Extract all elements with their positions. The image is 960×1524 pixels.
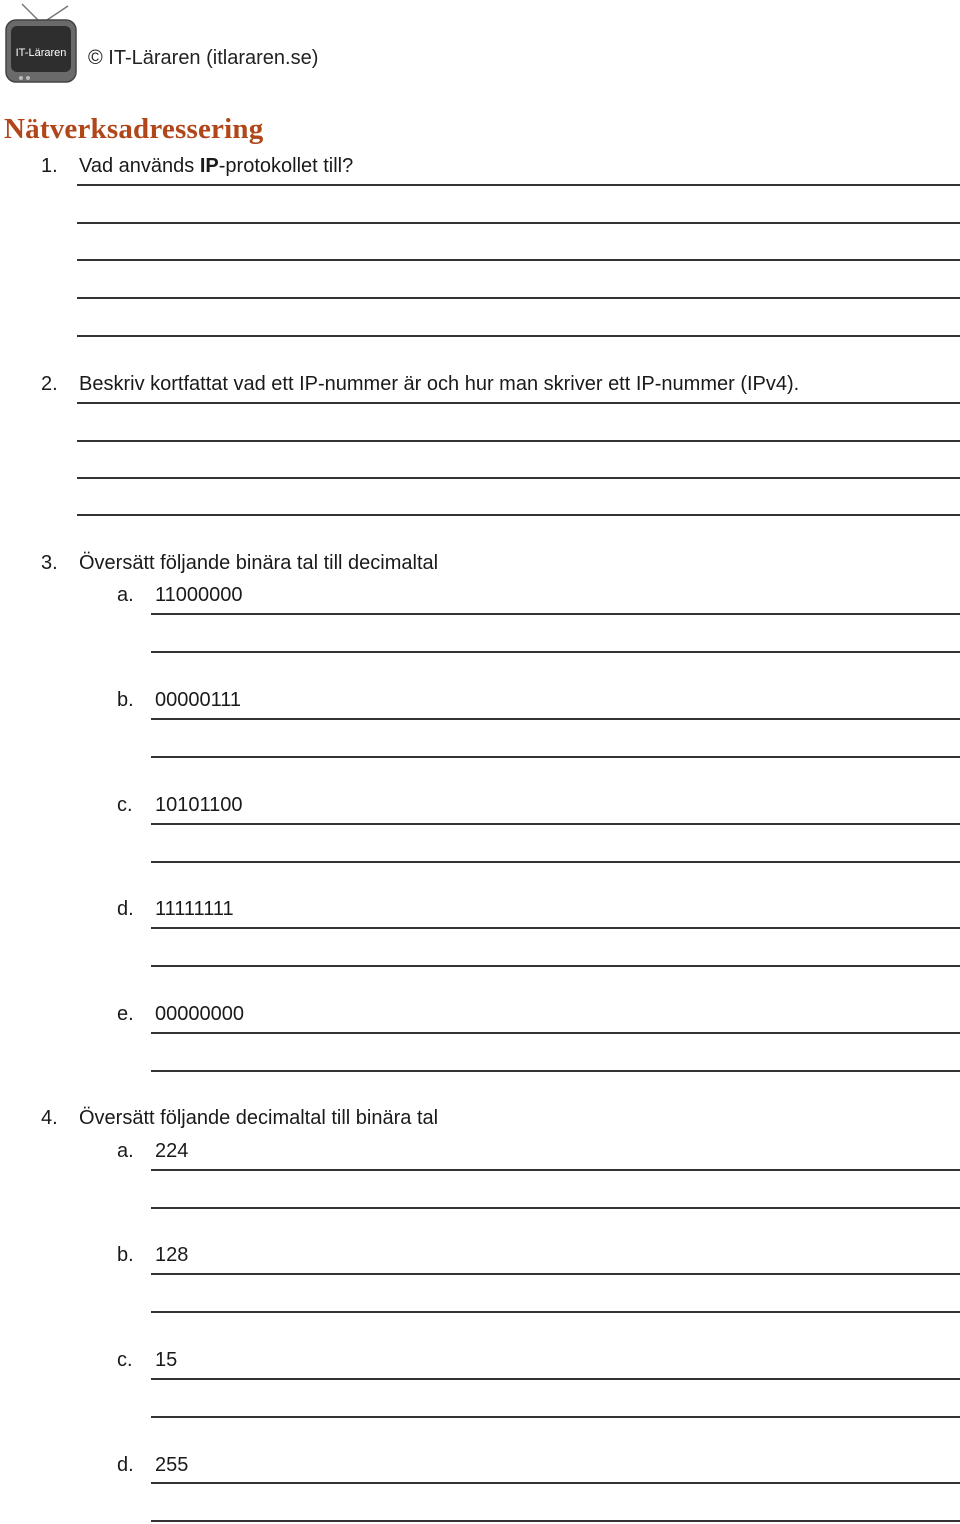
item-letter: c. [117,794,133,816]
item-letter: a. [117,1140,134,1162]
answer-line[interactable] [151,1520,960,1522]
answer-line[interactable] [77,259,960,261]
question-number: 4. [41,1107,58,1129]
answer-line[interactable] [151,1378,960,1380]
answer-line[interactable] [77,514,960,516]
question-number: 1. [41,155,58,177]
question-text-part: Vad används [79,155,200,177]
logo-text: IT-Läraren [15,47,67,59]
answer-line[interactable] [77,440,960,442]
answer-line[interactable] [77,184,960,186]
answer-line[interactable] [151,823,960,825]
question-text-bold: IP [199,155,219,177]
answer-line[interactable] [77,335,960,337]
tv-logo-icon [4,2,78,84]
answer-line[interactable] [77,297,960,299]
question-number: 3. [41,552,58,574]
item-value: 00000111 [155,689,242,711]
item-letter: e. [117,1003,134,1025]
answer-line[interactable] [151,718,960,720]
item-value: 10101100 [155,794,243,816]
item-letter: d. [117,898,134,920]
item-value: 00000000 [155,1003,244,1025]
answer-line[interactable] [151,613,960,615]
item-value: 11000000 [155,584,243,606]
question-text-part: -protokollet till? [218,155,354,177]
answer-line[interactable] [77,477,960,479]
answer-line[interactable] [151,861,960,863]
item-value: 255 [155,1454,189,1476]
answer-line[interactable] [151,1311,960,1313]
item-letter: b. [117,1244,134,1266]
item-value: 224 [155,1140,189,1162]
item-value: 128 [155,1244,189,1266]
item-value: 11111111 [155,898,234,920]
answer-line[interactable] [77,402,960,404]
question-number: 2. [41,373,58,395]
answer-line[interactable] [151,1070,960,1072]
answer-line[interactable] [151,927,960,929]
answer-line[interactable] [151,1032,960,1034]
answer-line[interactable] [151,965,960,967]
question-text: Översätt följande binära tal till decimaltal [79,552,439,574]
answer-line[interactable] [151,1482,960,1484]
logo [4,2,78,84]
answer-line[interactable] [151,651,960,653]
question-text: Beskriv kortfattat vad ett IP-nummer är och hur man skriver ett IP-nummer (IPv4). [79,373,800,395]
item-letter: c. [117,1349,133,1371]
page-title: Nätverksadressering [4,113,264,145]
answer-line[interactable] [151,1207,960,1209]
answer-line[interactable] [151,1273,960,1275]
answer-line[interactable] [77,222,960,224]
answer-line[interactable] [151,1416,960,1418]
question-text: Översätt följande decimaltal till binära tal [79,1107,439,1129]
item-value: 15 [155,1349,178,1371]
item-letter: a. [117,584,134,606]
copyright: © IT-Läraren (itlararen.se) [88,47,319,69]
answer-line[interactable] [151,1169,960,1171]
item-letter: d. [117,1454,134,1476]
answer-line[interactable] [151,756,960,758]
question-text [79,155,353,178]
item-letter: b. [117,689,134,711]
